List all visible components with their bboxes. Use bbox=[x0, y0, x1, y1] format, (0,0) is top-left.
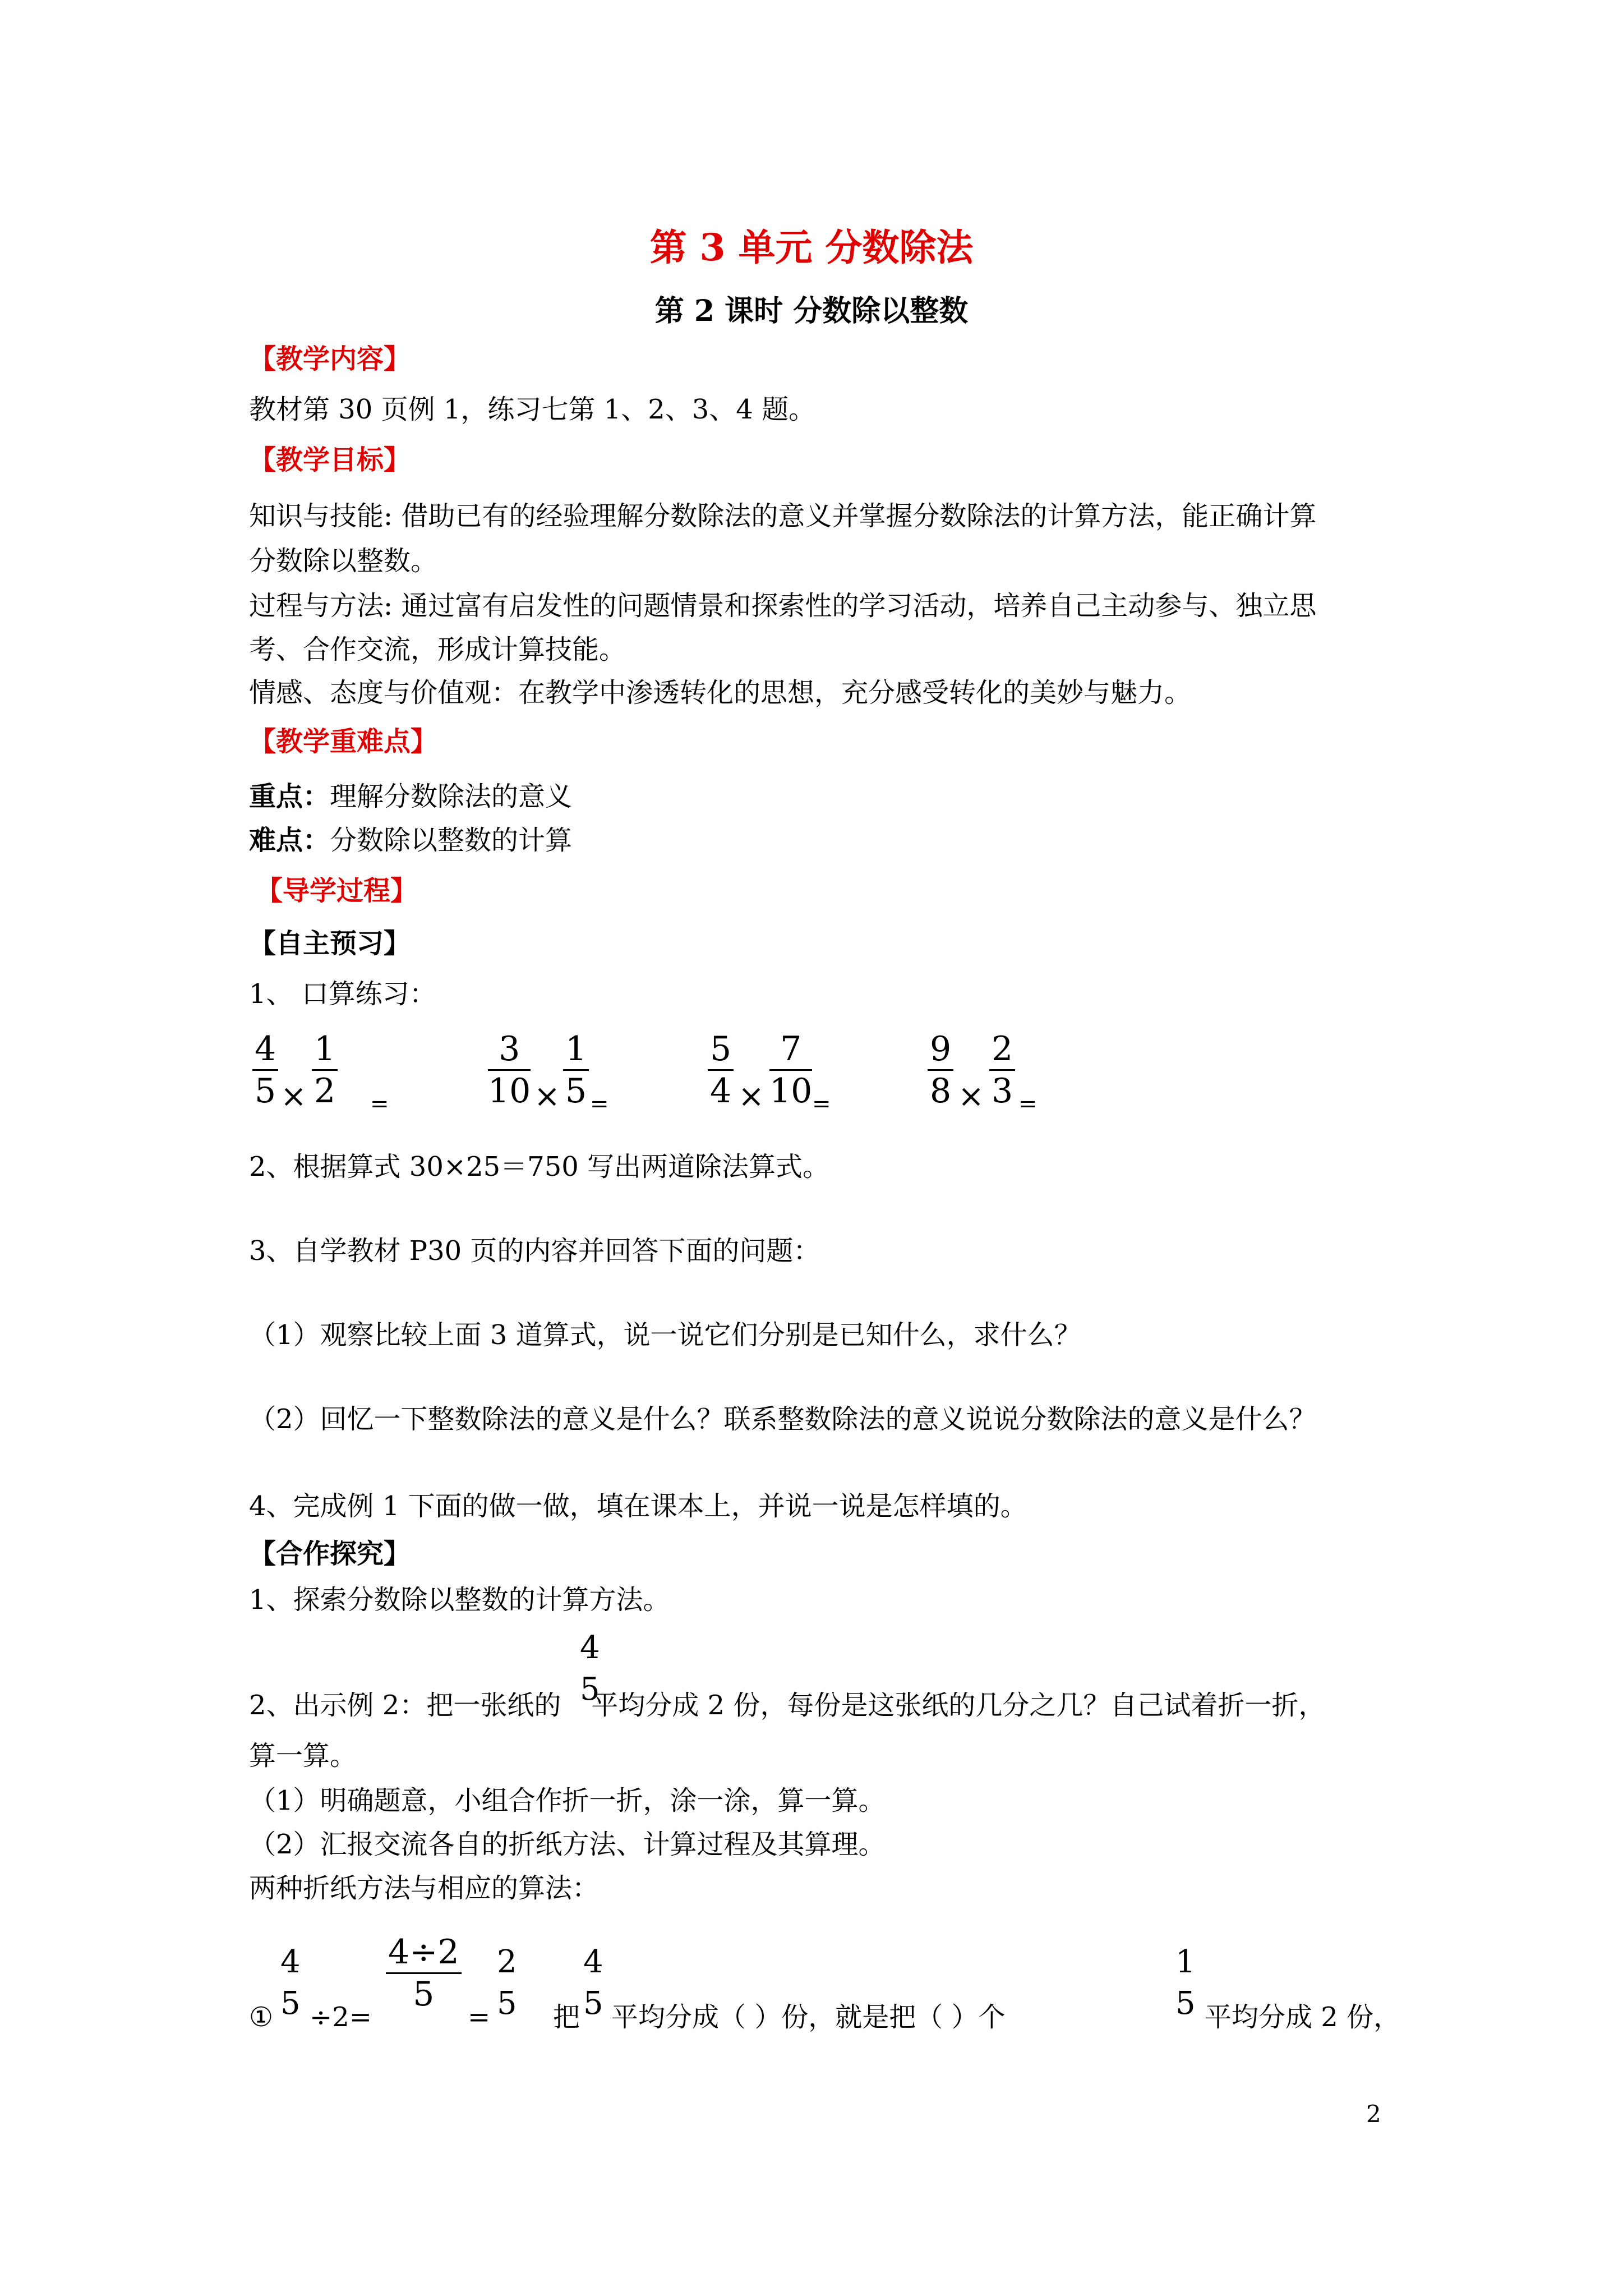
mental-3-equals: = bbox=[812, 1091, 831, 1117]
explore-2-methods: 两种折纸方法与相应的算法： bbox=[249, 1872, 600, 1904]
method-1-divide: ÷2= bbox=[310, 2001, 372, 2033]
mental-1-times: × bbox=[280, 1078, 307, 1115]
mental-3-fraction-a: $\frac{5}{4}$ bbox=[708, 1032, 734, 1108]
method-1-blank-text: 平均分成（ ）份，就是把（ ）个 bbox=[611, 2001, 1006, 2033]
question-2: 2、根据算式 30×25＝750 写出两道除法算式。 bbox=[249, 1151, 830, 1182]
question-3: 3、自学教材 P30 页的内容并回答下面的问题： bbox=[249, 1235, 820, 1267]
question-3-1: （1）观察比较上面 3 道算式，说一说它们分别是已知什么，求什么？ bbox=[249, 1319, 1081, 1351]
method-1-fraction-3: 2 5 bbox=[497, 1944, 517, 2022]
question-3-2: （2）回忆一下整数除法的意义是什么？联系整数除法的意义说说分数除法的意义是什么？ bbox=[249, 1404, 1316, 1435]
explore-2-step1: （1）明确题意，小组合作折一折，涂一涂，算一算。 bbox=[249, 1785, 886, 1816]
explore-2-prefix: 2、出示例 2：把一张纸的 bbox=[249, 1690, 561, 1721]
explore-2-suffix: 平均分成 2 份，每份是这张纸的几分之几？自己试着折一折， bbox=[591, 1690, 1326, 1721]
method-1-fraction-4: 4 5 bbox=[583, 1944, 603, 2022]
mental-2-fraction-a: $\frac{3}{10}$ bbox=[488, 1029, 531, 1111]
section-heading-preview: 【自主预习】 bbox=[249, 928, 411, 959]
method-1-marker: ① bbox=[249, 2001, 274, 2033]
method-1-equals: = bbox=[468, 2001, 491, 2033]
mental-2-fraction-b: $\frac{1}{5}$ bbox=[563, 1032, 589, 1108]
section-heading-content: 【教学内容】 bbox=[249, 343, 411, 375]
key-label: 重点： bbox=[249, 781, 330, 812]
mental-1-fraction-a: $\frac{4}{5}$ bbox=[252, 1032, 278, 1108]
question-1: 1、 口算练习： bbox=[249, 978, 436, 1010]
method-1-fraction-2: $\frac{4\div 2}{5}$ bbox=[386, 1935, 462, 2011]
section-heading-cooperative: 【合作探究】 bbox=[249, 1538, 411, 1570]
content-text: 教材第 30 页例 1，练习七第 1、2、3、4 题。 bbox=[249, 394, 816, 425]
page-title: 第 3 单元 分数除法 bbox=[649, 226, 974, 269]
section-heading-key: 【教学重难点】 bbox=[249, 726, 438, 757]
difficult-point bbox=[249, 823, 572, 857]
mental-4-fraction-b: $\frac{2}{3}$ bbox=[989, 1032, 1015, 1108]
goal-attitude: 情感、态度与价值观：在教学中渗透转化的思想，充分感受转化的美妙与魅力。 bbox=[249, 677, 1192, 708]
method-1-tail: 平均分成 2 份， bbox=[1205, 2001, 1401, 2033]
question-4: 4、完成例 1 下面的做一做，填在课本上，并说一说是怎样填的。 bbox=[249, 1490, 1027, 1522]
page-number: 2 bbox=[1366, 2100, 1381, 2128]
section-heading-goals: 【教学目标】 bbox=[249, 444, 411, 476]
explore-2-step2: （2）汇报交流各自的折纸方法、计算过程及其算理。 bbox=[249, 1829, 886, 1860]
goal-knowledge-line1: 知识与技能: 借助已有的经验理解分数除法的意义并掌握分数除法的计算方法，能正确计算 bbox=[249, 500, 1317, 532]
mental-1-equals: = bbox=[370, 1091, 389, 1117]
key-point bbox=[249, 780, 572, 813]
explore-2-fraction: 4 5 bbox=[580, 1630, 600, 1708]
method-1-ba: 把 bbox=[553, 2001, 580, 2033]
mental-1-fraction-b: $\frac{1}{2}$ bbox=[312, 1032, 338, 1108]
explore-2-line1 bbox=[249, 1688, 1325, 1722]
mental-3-times: × bbox=[738, 1078, 764, 1115]
section-heading-process: 【导学过程】 bbox=[256, 875, 418, 907]
mental-4-equals: = bbox=[1018, 1091, 1038, 1117]
lesson-subtitle: 第 2 课时 分数除以整数 bbox=[654, 294, 969, 328]
mental-4-times: × bbox=[958, 1078, 984, 1115]
difficult-label: 难点： bbox=[249, 825, 330, 856]
method-1-fraction-1: 4 5 bbox=[280, 1944, 301, 2022]
goal-knowledge-line2: 分数除以整数。 bbox=[249, 545, 438, 577]
mental-2-times: × bbox=[534, 1078, 560, 1115]
mental-2-equals: = bbox=[590, 1091, 609, 1117]
goal-process-line1: 过程与方法: 通过富有启发性的问题情景和探索性的学习活动，培养自己主动参与、独立思 bbox=[249, 590, 1317, 622]
mental-3-fraction-b: $\frac{7}{10}$ bbox=[769, 1029, 813, 1111]
key-text: 理解分数除法的意义 bbox=[330, 781, 573, 812]
explore-1: 1、探索分数除以整数的计算方法。 bbox=[249, 1584, 670, 1616]
mental-4-fraction-a: $\frac{9}{8}$ bbox=[928, 1032, 953, 1108]
goal-process-line2: 考、合作交流，形成计算技能。 bbox=[249, 634, 626, 665]
difficult-text: 分数除以整数的计算 bbox=[330, 825, 573, 856]
explore-2-line2: 算一算。 bbox=[249, 1740, 357, 1772]
method-1-fraction-5: 1 5 bbox=[1175, 1944, 1196, 2022]
